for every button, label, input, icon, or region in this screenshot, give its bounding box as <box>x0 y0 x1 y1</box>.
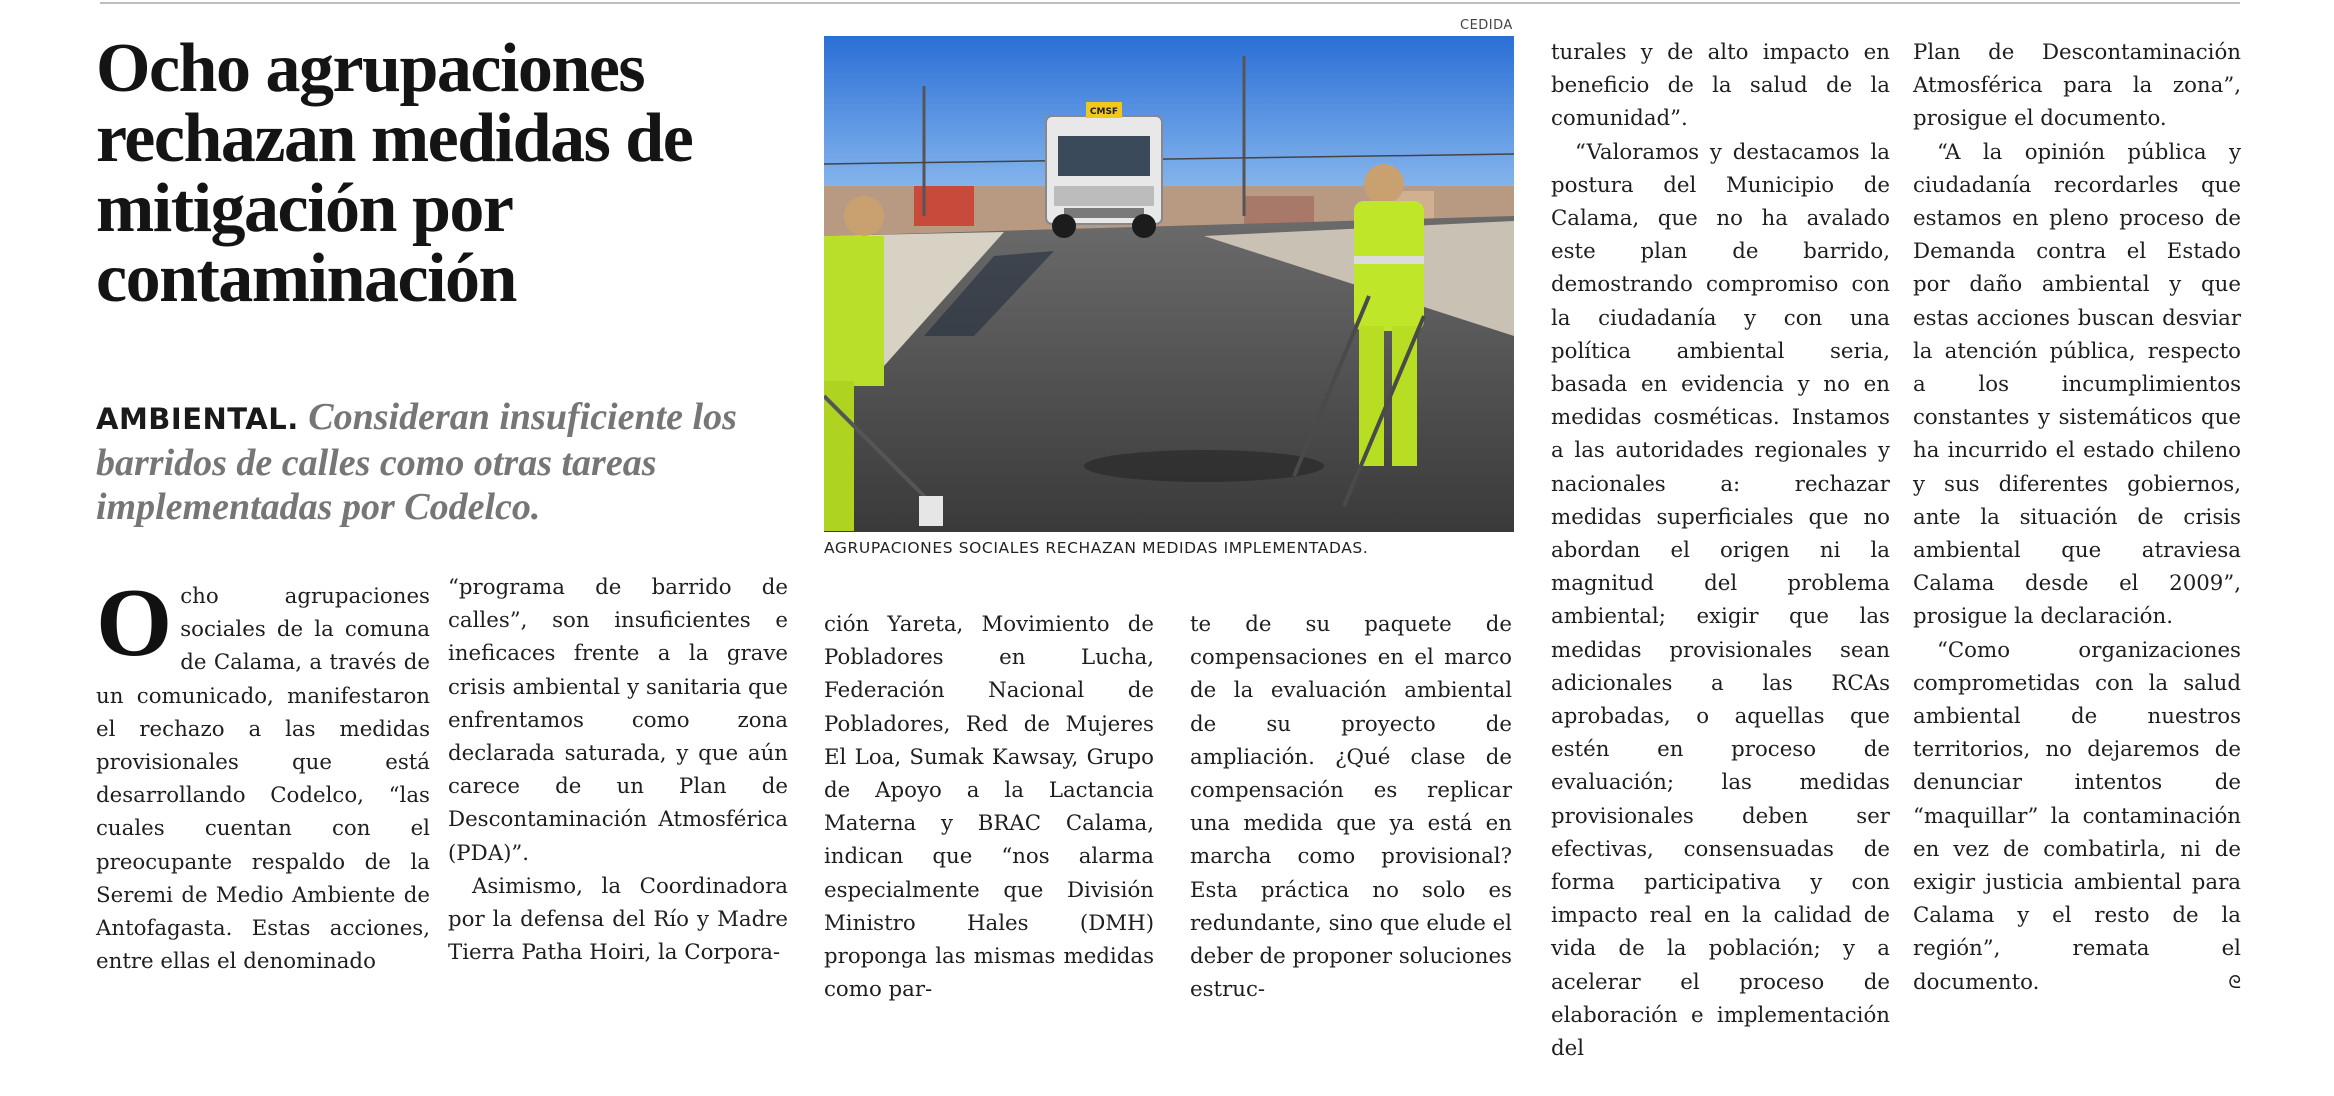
body-paragraph: cho agrupaciones sociales de la comuna de Calama, a través de un comunicado, manifestaron el rechazo a las medidas provisionales que está desarrollando Codelco, “las cuales cuentan con el preocupante respaldo de la Seremi de Medio Ambiente de Antofagasta. Estas acciones, entre ellas el denominado <box>96 584 430 975</box>
body-paragraph: te de su paquete de compensaciones en el marco de la evaluación ambiental de su proyecto de ampliación. ¿Qué clase de compensación es replicar una medida que ya está en marcha como provisional? Esta práctica no solo es redundante, sino que elude el deber de proponer soluciones estruc- <box>1190 612 1512 1003</box>
top-rule <box>100 2 2240 4</box>
sweeper-truck <box>1046 102 1162 238</box>
deck <box>96 395 796 529</box>
body-column-4 <box>1190 608 1512 1006</box>
body-column-5 <box>1551 36 1890 1065</box>
body-paragraph: “Valoramos y destacamos la postura del Municipio de Calama, que no ha avalado este plan de barrido, demostrando compromiso con la ciudadanía y con una política ambiental seria, basada en evidencia y no en medidas cosméticas. Instamos a las autoridades regionales y nacionales a: rechazar medidas superficiales que no abordan el origen ni la magnitud del problema ambiental; exigir que las medidas provisionales sean adicionales a las RCAs aprobadas, o aquellas que estén en proceso de evaluación; las medidas provisionales deben ser efectivas, consensuadas de forma participativa y con impacto real en la calidad de vida de la población; y a acelerar el proceso de elaboración e implementación del <box>1551 139 1890 1062</box>
headline: Ocho agrupaciones rechazan medidas de mitigación por contaminación <box>96 30 693 317</box>
body-column-2 <box>448 571 788 969</box>
drop-cap: O <box>96 569 173 677</box>
street-sweeping-photo <box>824 36 1514 532</box>
body-column-6 <box>1913 36 2241 999</box>
body-paragraph: “programa de barrido de calles”, son insuficientes e ineficaces frente a la grave crisis ambiental y sanitaria que enfrentamos como zona declarada saturada, y que aún carece de un Plan de Descontaminación Atmosférica (PDA)”. <box>448 575 788 866</box>
truck-sign: CMSF <box>1089 107 1119 117</box>
end-mark-icon: ᘓ <box>2228 971 2241 993</box>
body-paragraph: ción Yareta, Movimiento de Pobladores en Lucha, Federación Nacional de Pobladores, Red de Mujeres El Loa, Sumak Kawsay, Grupo de Apoyo a la Lactancia Materna y BRAC Calama, indican que “nos alarma especialmente que División Ministro Hales (DMH) proponga las mismas medidas como par- <box>824 612 1154 1003</box>
photo-credit: CEDIDA <box>1460 18 1513 33</box>
body-paragraph: turales y de alto impacto en beneficio de la salud de la comunidad”. <box>1551 40 1890 132</box>
kicker: AMBIENTAL. <box>96 402 299 436</box>
body-paragraph: Asimismo, la Coordinadora por la defensa del Río y Madre Tierra Patha Hoiri, la Corpora- <box>448 873 788 966</box>
body-paragraph: Plan de Descontaminación Atmosférica para la zona”, prosigue el documento. <box>1913 40 2241 132</box>
deck-text: Consideran insuficiente los barridos de calles como otras tareas implementadas por Codelco. <box>96 396 737 528</box>
news-photo <box>824 36 1514 532</box>
body-column-3 <box>824 608 1154 1006</box>
body-paragraph: “Como organizaciones comprometidas con la salud ambiental de nuestros territorios, no dejaremos de denunciar intentos de “maquillar” la contaminación en vez de combatirla, ni de exigir justicia ambiental para Calama y el resto de la región”, remata el documento. <box>1913 637 2241 995</box>
body-paragraph: “A la opinión pública y ciudadanía recordarles que estamos en pleno proceso de Demanda contra el Estado por daño ambiental y que estas acciones buscan desviar la atención pública, respecto a los incumplimientos constantes y sistemáticos que ha incurrido el estado chileno y sus diferentes gobiernos, ante la situación de crisis ambiental que atraviesa Calama desde el 2009”, prosigue la declaración. <box>1913 139 2241 630</box>
photo-caption: AGRUPACIONES SOCIALES RECHAZAN MEDIDAS IMPLEMENTADAS. <box>824 539 1369 557</box>
body-column-1 <box>96 569 430 978</box>
